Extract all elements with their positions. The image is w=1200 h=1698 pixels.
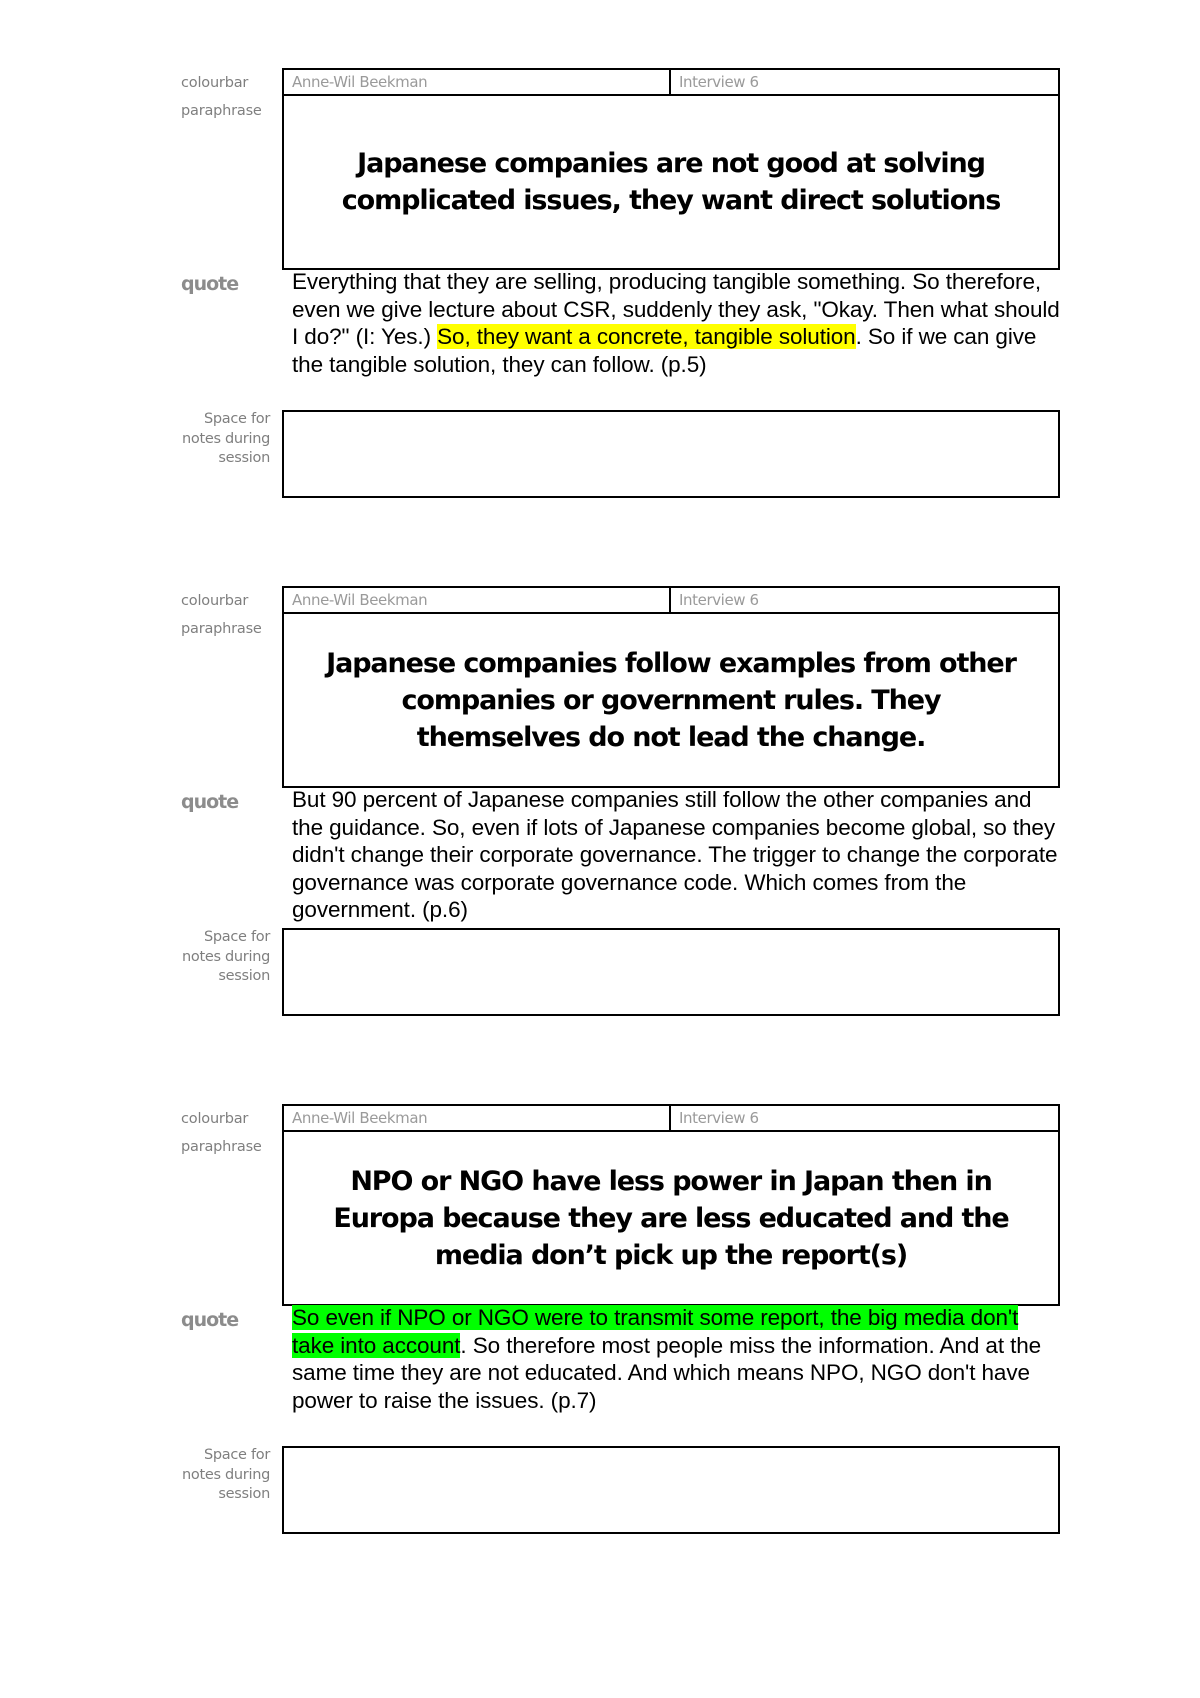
notes-label-line: notes during — [181, 1466, 270, 1483]
paraphrase-label: paraphrase — [181, 103, 262, 119]
notes-label-line: notes during — [181, 430, 270, 447]
paraphrase-box — [282, 1130, 1060, 1306]
card-header — [282, 68, 1060, 94]
notes-label-line: session — [218, 968, 270, 984]
quote-highlight: So even if NPO or NGO were to transmit some report, the big media don't take into account — [292, 1305, 1019, 1358]
notes-label-line: session — [218, 1486, 270, 1502]
notes-box[interactable] — [282, 410, 1060, 498]
author-field: Anne-Wil Beekman — [284, 70, 671, 96]
notes-label-line: Space for — [203, 1447, 270, 1463]
card-3 — [0, 1104, 1200, 1624]
colourbar-label: colourbar — [181, 593, 249, 609]
quote-label: quote — [181, 1309, 239, 1331]
card-header — [282, 586, 1060, 612]
quote-label: quote — [181, 273, 239, 295]
paraphrase-text: NPO or NGO have less power in Japan then in Europa because they are less educated and the media don’t pick up the report(s) — [333, 1165, 1009, 1271]
paraphrase-text: Japanese companies are not good at solving complicated issues, they want direct solutions — [341, 148, 1001, 216]
colourbar-label: colourbar — [181, 75, 249, 91]
quote-text — [292, 1304, 1062, 1414]
paraphrase-text: Japanese companies follow examples from other companies or government rules. They themselves do not lead the change. — [326, 647, 1016, 753]
quote-highlight: So, they want a concrete, tangible solution — [437, 324, 856, 349]
quote-text — [292, 268, 1062, 378]
notes-box[interactable] — [282, 1446, 1060, 1534]
quote-text-plain: Everything that they are selling, producing tangible something. So therefore, even we give lecture about CSR, suddenly they ask, "Okay. Then what should I do?" (I: Yes.) — [292, 269, 1060, 349]
card-header — [282, 1104, 1060, 1130]
paraphrase-label: paraphrase — [181, 1139, 262, 1155]
notes-label — [160, 1446, 270, 1505]
quote-text-plain: But 90 percent of Japanese companies still follow the other companies and the guidance. So, even if lots of Japanese companies become global, so they didn't change their corporate governance. The trigger to change the corporate governance was corporate governance code. Which comes from the government. (p.6) — [292, 787, 1058, 922]
card-2 — [0, 586, 1200, 1106]
interview-field: Interview 6 — [679, 1109, 759, 1127]
notes-label-line: Space for — [203, 411, 270, 427]
quote-text-plain: . So therefore most people miss the information. And at the same time they are not educated. And which means NPO, NGO don't have power to raise the issues. (p.7) — [292, 1332, 1042, 1413]
interview-field: Interview 6 — [679, 73, 759, 91]
notes-label-line: notes during — [181, 948, 270, 965]
notes-label — [160, 410, 270, 469]
interview-field: Interview 6 — [679, 591, 759, 609]
quote-text — [292, 786, 1062, 924]
paraphrase-label: paraphrase — [181, 621, 262, 637]
quote-text-plain: . So if we can give the tangible solution, they can follow. (p.5) — [292, 324, 1037, 377]
author-field: Anne-Wil Beekman — [284, 1106, 671, 1132]
paraphrase-box — [282, 612, 1060, 788]
quote-label: quote — [181, 791, 239, 813]
colourbar-label: colourbar — [181, 1111, 249, 1127]
notes-label — [160, 928, 270, 987]
card-1 — [0, 68, 1200, 588]
notes-label-line: session — [218, 450, 270, 466]
notes-label-line: Space for — [203, 929, 270, 945]
author-field: Anne-Wil Beekman — [284, 588, 671, 614]
paraphrase-box — [282, 94, 1060, 270]
notes-box[interactable] — [282, 928, 1060, 1016]
